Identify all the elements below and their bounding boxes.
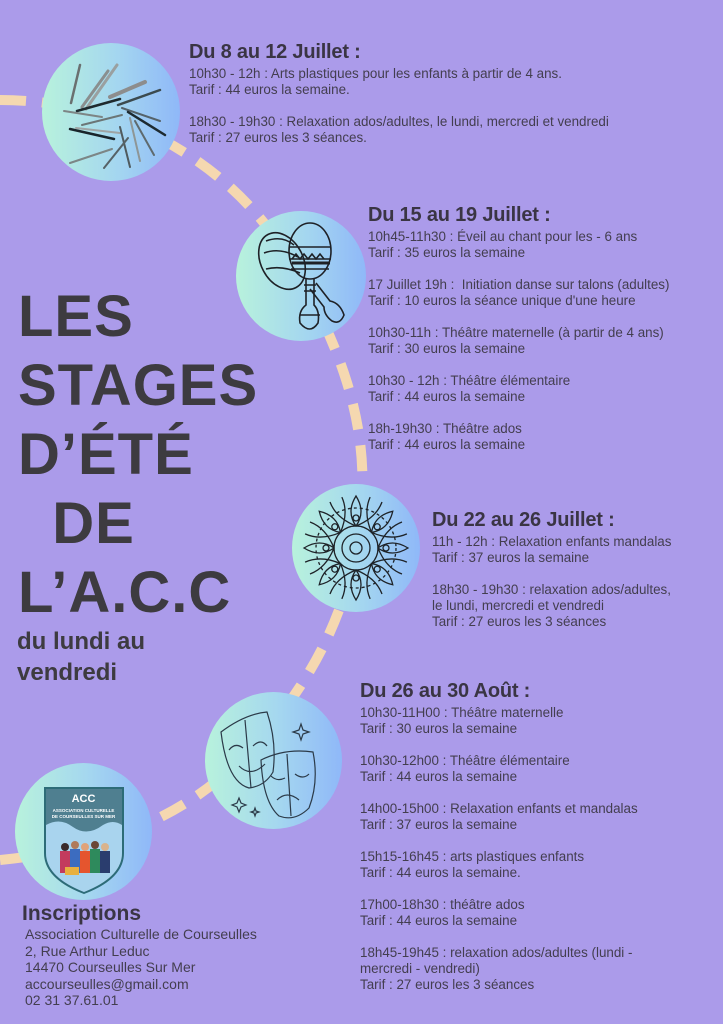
entry-description: le lundi, mercredi et vendredi (432, 598, 604, 613)
entry-price: Tarif : 30 euros la semaine (360, 721, 518, 736)
entry-price: Tarif : 30 euros la semaine (368, 341, 526, 356)
entry-price: Tarif : 37 euros la semaine (432, 550, 590, 565)
poster-subtitle (17, 626, 145, 688)
session-heading: Du 22 au 26 Juillet : (432, 509, 615, 531)
logo-line-1: ASSOCIATION CULTURELLE (52, 808, 115, 813)
session-entry (368, 325, 669, 357)
session-entry (432, 534, 671, 566)
poster-title (18, 282, 258, 627)
inscriptions-heading: Inscriptions (22, 902, 142, 925)
entry-description: 18h30 - 19h30 : Relaxation ados/adultes, le lundi, mercredi et vendredi (189, 114, 609, 129)
entry-price: Tarif : 44 euros la semaine. (189, 82, 350, 97)
inscriptions-city: 14470 Courseulles Sur Mer (25, 959, 196, 975)
acc-logo-circle (15, 763, 152, 900)
title-line: LES (18, 284, 134, 349)
session-block-1 (189, 41, 609, 146)
session-heading: Du 26 au 30 Août : (360, 680, 531, 702)
title-line: STAGES (18, 353, 259, 418)
session-entry (360, 705, 638, 737)
session-block-3 (432, 509, 671, 630)
title-line: DE (18, 491, 135, 556)
session-entry (360, 801, 638, 833)
entry-description: 18h-19h30 : Théâtre ados (368, 421, 522, 436)
pencils-icon (42, 43, 180, 181)
inscriptions-street: 2, Rue Arthur Leduc (25, 942, 150, 959)
entry-price: Tarif : 44 euros la semaine (360, 913, 518, 928)
theatre-masks-circle (205, 692, 342, 829)
entry-price: Tarif : 27 euros les 3 séances (432, 614, 607, 629)
session-heading: Du 8 au 12 Juillet : (189, 41, 361, 63)
session-entry (360, 753, 638, 785)
title-line: D’ÉTÉ (18, 422, 194, 487)
session-entry (368, 373, 669, 405)
inscriptions-organization: Association Culturelle de Courseulles (25, 926, 257, 942)
entry-price: Tarif : 44 euros la semaine (368, 389, 526, 404)
session-entry (368, 277, 669, 309)
pencils-circle (42, 43, 180, 181)
entry-description: 10h30-11H00 : Théâtre maternelle (360, 705, 564, 720)
session-entry (360, 945, 638, 993)
entry-description: 17h00-18h30 : théâtre ados (360, 897, 525, 912)
entry-price: Tarif : 44 euros la semaine (368, 437, 526, 452)
entry-description: 10h30 - 12h : Arts plastiques pour les enfants à partir de 4 ans. (189, 66, 562, 81)
entry-price: Tarif : 37 euros la semaine (360, 817, 518, 832)
title-line: L’A.C.C (18, 560, 232, 625)
logo-name: ACC (71, 793, 96, 805)
entry-description: 10h30-11h : Théâtre maternelle (à partir de 4 ans) (368, 325, 664, 340)
entry-price: Tarif : 27 euros les 3 séances (360, 977, 535, 992)
session-block-4 (360, 680, 638, 993)
acc-logo-icon (15, 763, 152, 900)
session-heading: Du 15 au 19 Juillet : (368, 204, 551, 226)
inscriptions-email[interactable]: accourseulles@gmail.com (25, 975, 189, 992)
session-entry (189, 66, 609, 98)
entry-description: 10h30-12h00 : Théâtre élémentaire (360, 753, 570, 768)
session-block-2 (368, 204, 669, 453)
entry-description: 17 Juillet 19h : Initiation danse sur talons (adultes) (368, 277, 670, 292)
inscriptions-phone[interactable]: 02 31 37.61.01 (25, 992, 119, 1008)
inscriptions-block (22, 902, 257, 1009)
entry-description: 10h30 - 12h : Théâtre élémentaire (368, 373, 571, 388)
entry-price: Tarif : 44 euros la semaine. (360, 865, 521, 880)
entry-description: 18h45-19h45 : relaxation ados/adultes (lundi - (360, 945, 633, 960)
session-entry (368, 229, 669, 261)
mandala-icon (292, 484, 420, 612)
entry-description: 10h45-11h30 : Éveil au chant pour les - 6 ans (368, 229, 638, 244)
logo-line-2: DE COURSEULLES SUR MER (51, 814, 116, 819)
session-entry (360, 897, 638, 929)
entry-description: 15h15-16h45 : arts plastiques enfants (360, 849, 585, 864)
entry-price: Tarif : 44 euros la semaine (360, 769, 518, 784)
session-entry (360, 849, 638, 881)
theatre-masks-icon (205, 692, 342, 829)
entry-price: Tarif : 10 euros la séance unique d'une heure (368, 293, 636, 308)
entry-price: Tarif : 35 euros la semaine (368, 245, 526, 260)
entry-description: 14h00-15h00 : Relaxation enfants et mandalas (360, 801, 638, 816)
session-entry (189, 114, 609, 146)
subtitle-line: du lundi au (17, 628, 145, 655)
session-entry (368, 421, 669, 453)
mandala-circle (292, 484, 420, 612)
entry-description: mercredi - vendredi) (360, 961, 480, 976)
session-entry (432, 582, 671, 630)
subtitle-line: vendredi (17, 659, 118, 686)
entry-description: 18h30 - 19h30 : relaxation ados/adultes, (432, 582, 671, 597)
entry-price: Tarif : 27 euros les 3 séances. (189, 130, 367, 145)
entry-description: 11h - 12h : Relaxation enfants mandalas (432, 534, 672, 549)
